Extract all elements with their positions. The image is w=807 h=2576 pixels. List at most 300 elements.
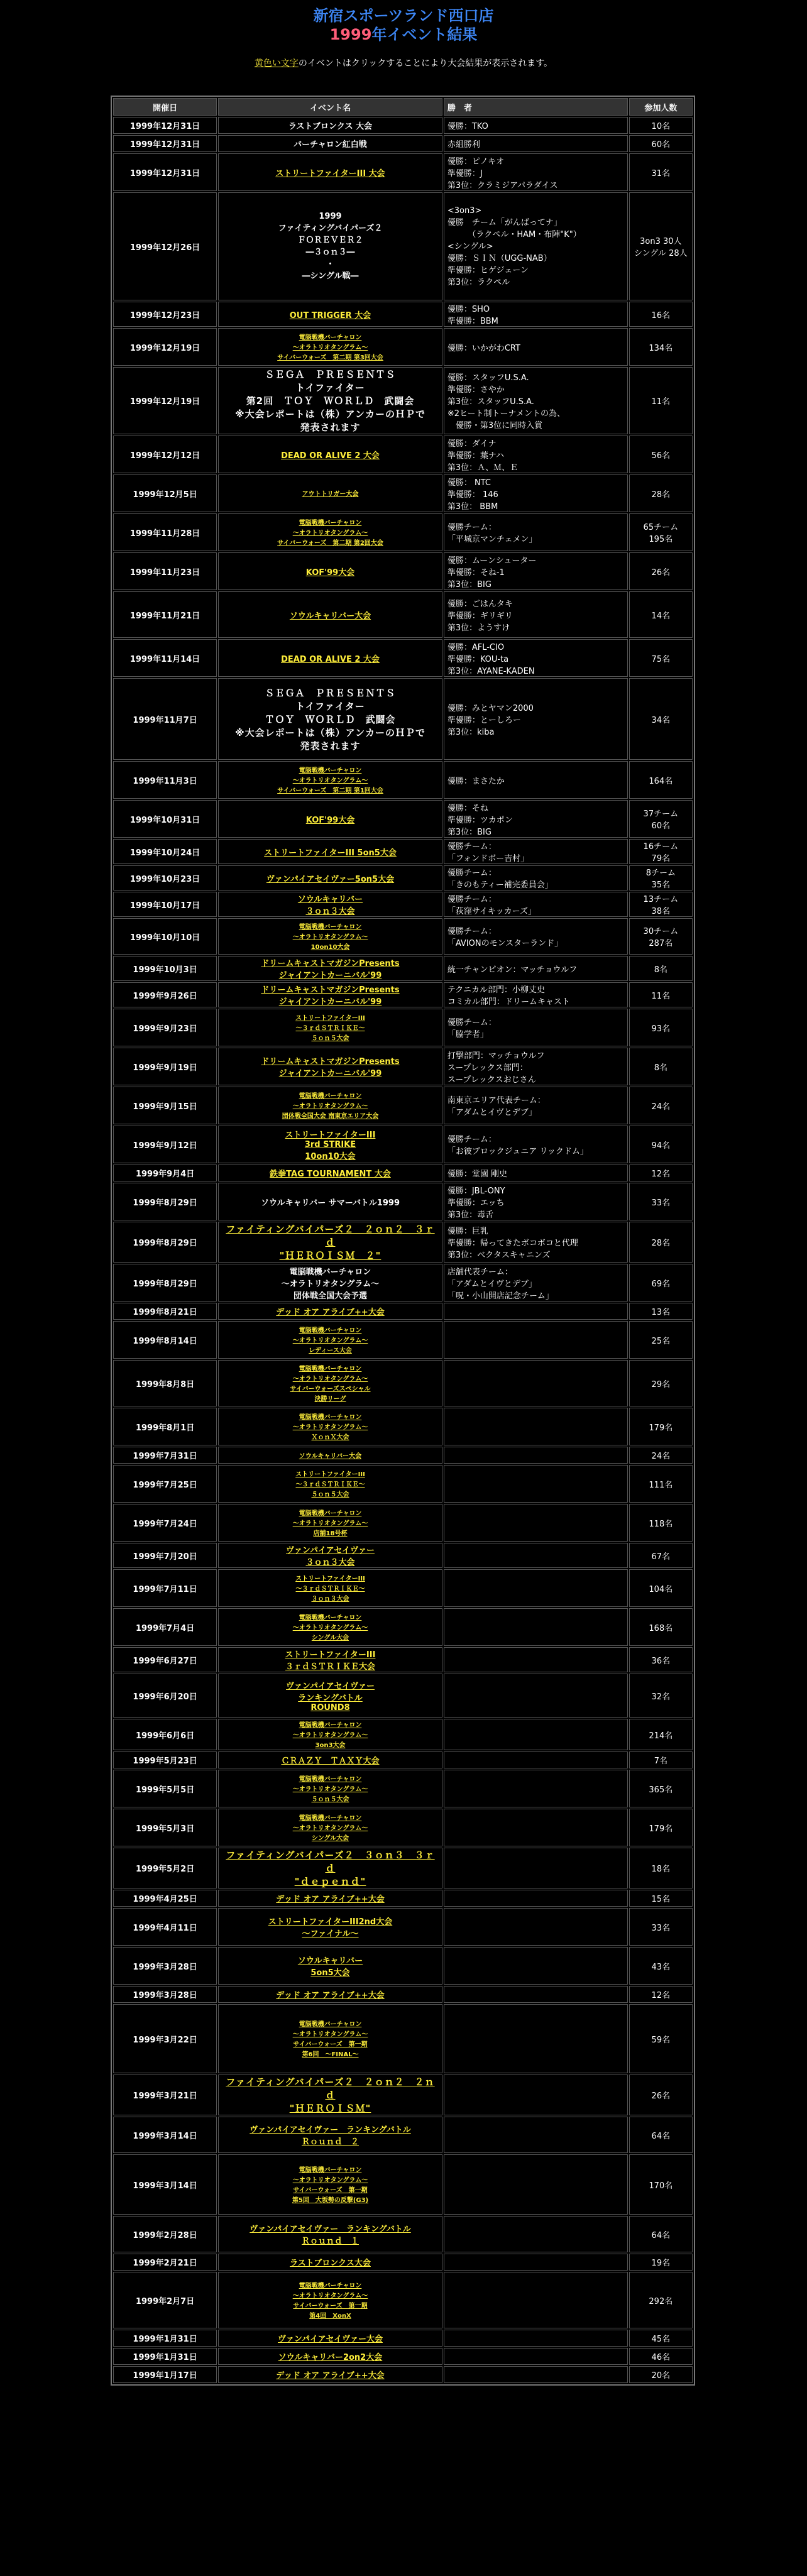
table-row <box>113 1809 693 1846</box>
event-name-cell[interactable] <box>218 1321 442 1359</box>
table-row <box>113 2348 693 2365</box>
table-row <box>113 1048 693 1085</box>
event-link[interactable]: ドリームキャストマガジンPresents ジャイアントカーニバル'99 <box>261 959 400 980</box>
event-date: 1999年11月28日 <box>113 513 217 551</box>
table-row <box>113 117 693 134</box>
event-link[interactable]: 電脳戦機バーチャロン ～オラトリオタングラム～ サイバーウォーズ 第一期 第6回 ～FINAL～ <box>292 2021 368 2058</box>
event-link[interactable]: 電脳戦機バーチャロン ～オラトリオタングラム～ 3on3大会 <box>292 1722 368 1749</box>
event-result: 店舗代表チーム： 「アダムとイヴとデブ」 「呪・小山開店記念チーム」 <box>444 1264 628 1302</box>
participant-count: 43名 <box>629 1947 693 1985</box>
event-name-cell <box>218 367 442 434</box>
table-row <box>113 1947 693 1985</box>
participant-count: 168名 <box>629 1608 693 1646</box>
table-row <box>113 2216 693 2252</box>
event-date: 1999年4月11日 <box>113 1908 217 1946</box>
event-name-cell <box>218 135 442 152</box>
event-date: 1999年6月20日 <box>113 1674 217 1718</box>
participant-count: 134名 <box>629 328 693 366</box>
event-name-cell[interactable] <box>218 1947 442 1985</box>
participant-count: 26名 <box>629 552 693 590</box>
event-result: 優勝：まさたか <box>444 761 628 799</box>
event-link[interactable]: ソウルキャリバー大会 <box>289 611 371 621</box>
event-result: 優勝：AFL-CIO 準優勝：KOU-ta 第3位：AYANE-KADEN <box>444 639 628 677</box>
table-row <box>113 2330 693 2347</box>
event-result <box>444 2330 628 2347</box>
event-name-cell[interactable] <box>218 1222 442 1263</box>
event-link[interactable]: 鉄拳TAG TOURNAMENT 大会 <box>270 1170 391 1179</box>
table-row <box>113 367 693 434</box>
participant-count: 45名 <box>629 2330 693 2347</box>
event-result: 優勝：スタッフU.S.A. 準優勝：さやか 第3位：スタッフU.S.A. ※2ヒート制トーナメントの為、 優勝・第3位に同時入賞 <box>444 367 628 434</box>
participant-count: 69名 <box>629 1264 693 1302</box>
event-result <box>444 2075 628 2115</box>
participant-count: 118名 <box>629 1504 693 1542</box>
event-result <box>444 1674 628 1718</box>
event-name-cell[interactable] <box>218 1408 442 1445</box>
table-row <box>113 865 693 891</box>
table-row <box>113 1321 693 1359</box>
event-date: 1999年7月20日 <box>113 1543 217 1568</box>
participant-count: 111名 <box>629 1465 693 1503</box>
event-result <box>444 2254 628 2271</box>
table-body <box>113 117 693 2383</box>
table-row <box>113 800 693 838</box>
event-name-cell[interactable] <box>218 839 442 864</box>
event-name-cell[interactable] <box>218 2366 442 2383</box>
participant-count: 8名 <box>629 1048 693 1085</box>
event-result: 優勝：TKO <box>444 117 628 134</box>
event-link[interactable]: ストリートファイターIII2nd大会 ～ファイナル～ <box>268 1917 393 1939</box>
table-row <box>113 1608 693 1646</box>
event-name-cell[interactable] <box>218 1447 442 1464</box>
participant-count: 25名 <box>629 1321 693 1359</box>
event-link[interactable]: 電脳戦機バーチャロン ～オラトリオタングラム～ サイバーウォーズ 第一期 第5回 大坂勢の反撃(G3) <box>292 2167 369 2204</box>
participant-count: 36名 <box>629 1647 693 1672</box>
table-row <box>113 639 693 677</box>
event-name-cell[interactable] <box>218 474 442 512</box>
event-link[interactable]: デッド オア アライブ++大会 <box>276 1991 385 2000</box>
event-date: 1999年3月28日 <box>113 1947 217 1985</box>
event-date: 1999年12月23日 <box>113 302 217 327</box>
event-result <box>444 1809 628 1846</box>
event-link[interactable]: ストリートファイターIII ～３ｒｄＳＴＲＩＫＥ～ ５ｏｎ５大会 <box>295 1471 365 1498</box>
event-link[interactable]: ヴァンパイアセイヴァー ランキングバトル Ｒｏｕｎｄ ２ <box>250 2125 411 2147</box>
event-date: 1999年1月31日 <box>113 2330 217 2347</box>
event-result: 優勝チーム： 「きのもティー補完委員会」 <box>444 865 628 891</box>
event-result: 打撃部門：マッチョウルフ スープレックス部門： スープレックスおじさん <box>444 1048 628 1085</box>
event-name: ＳＥＧＡ ＰＲＥＳＥＮＴＳ トイファイター 第2回 ＴＯＹ ＷＯＲＬＤ 武闘会 ※大会レポートは（株）アンカーのＨＰで 発表されます <box>234 369 425 433</box>
event-result <box>444 1447 628 1464</box>
event-link[interactable]: 電脳戦機バーチャロン ～オラトリオタングラム～ 店舗18号杯 <box>292 1510 368 1537</box>
participant-count: 12名 <box>629 1165 693 1181</box>
table-row <box>113 1848 693 1888</box>
event-link[interactable]: デッド オア アライブ++大会 <box>276 1308 385 1317</box>
column-header-winner: 勝 者 <box>444 98 628 116</box>
table-row <box>113 1986 693 2003</box>
event-name-cell[interactable] <box>218 1165 442 1181</box>
participant-count: 94名 <box>629 1126 693 1163</box>
event-link[interactable]: 電脳戦機バーチャロン ～オラトリオタングラム～ 団体戦全国大会 南東京エリア大会 <box>282 1093 379 1120</box>
event-result <box>444 1569 628 1607</box>
table-row <box>113 2154 693 2215</box>
table-row <box>113 2366 693 2383</box>
event-name-cell[interactable] <box>218 1719 442 1750</box>
event-date: 1999年12月5日 <box>113 474 217 512</box>
event-date: 1999年5月5日 <box>113 1770 217 1807</box>
event-name-cell[interactable] <box>218 1986 442 2003</box>
event-name-cell[interactable] <box>218 1048 442 1085</box>
participant-count: 30チーム 287名 <box>629 918 693 955</box>
event-name-cell[interactable] <box>218 2348 442 2365</box>
event-date: 1999年8月21日 <box>113 1303 217 1320</box>
event-link[interactable]: 電脳戦機バーチャロン ～オラトリオタングラム～ レディース大会 <box>292 1327 368 1354</box>
participant-count: 29名 <box>629 1360 693 1406</box>
event-date: 1999年12月19日 <box>113 328 217 366</box>
event-date: 1999年8月1日 <box>113 1408 217 1445</box>
event-name-cell[interactable] <box>218 302 442 327</box>
event-result: 南東京エリア代表チーム： 「アダムとイヴとデブ」 <box>444 1087 628 1124</box>
event-date: 1999年8月29日 <box>113 1183 217 1220</box>
table-row <box>113 153 693 191</box>
event-name-cell[interactable] <box>218 1543 442 1568</box>
event-link[interactable]: アウトトリガー大会 <box>302 491 359 498</box>
event-name-cell[interactable] <box>218 1504 442 1542</box>
table-row <box>113 982 693 1007</box>
table-row <box>113 1751 693 1768</box>
participant-count: 24名 <box>629 1447 693 1464</box>
page-title <box>0 25 807 44</box>
table-row <box>113 2117 693 2153</box>
event-link[interactable]: ドリームキャストマガジンPresents ジャイアントカーニバル'99 <box>261 985 400 1007</box>
event-name-cell[interactable] <box>218 2004 442 2073</box>
note-highlight: 黄色い文字 <box>254 58 299 69</box>
event-link[interactable]: ファイティングバイパーズ２ ２ｏｎ２ ２ｎｄ "ＨＥＲＯＩＳＭ" <box>226 2076 435 2114</box>
table-row <box>113 1504 693 1542</box>
event-name-cell[interactable] <box>218 1009 442 1046</box>
event-name: バーチャロン紅白戦 <box>294 140 367 150</box>
event-link[interactable]: ストリートファイターIII 大会 <box>275 168 385 178</box>
event-result: 優勝チーム： 「AVIONのモンスターランド」 <box>444 918 628 955</box>
table-row <box>113 678 693 760</box>
event-name-cell[interactable] <box>218 1465 442 1503</box>
event-link[interactable]: ヴァンパイアセイヴァー ３ｏｎ３大会 <box>286 1546 375 1567</box>
event-link[interactable]: デッド オア アライブ++大会 <box>276 1895 385 1904</box>
event-name-cell[interactable] <box>218 1809 442 1846</box>
event-result <box>444 2117 628 2153</box>
event-name-cell[interactable] <box>218 1674 442 1718</box>
page-header <box>0 0 807 69</box>
event-link[interactable]: DEAD OR ALIVE 2 大会 <box>281 451 380 461</box>
event-name-cell[interactable] <box>218 982 442 1007</box>
event-link[interactable]: ソウルキャリバー ３ｏｎ３大会 <box>297 895 363 916</box>
participant-count: 3on3 30人 シングル 28人 <box>629 192 693 300</box>
table-row <box>113 1360 693 1406</box>
event-date: 1999年12月31日 <box>113 135 217 152</box>
event-name-cell[interactable] <box>218 1303 442 1320</box>
event-link[interactable]: ストリートファイターIII 3rd STRIKE 10on10大会 <box>285 1130 376 1161</box>
store-title: 新宿スポーツランド西口店 <box>313 7 494 25</box>
event-date: 1999年5月23日 <box>113 1751 217 1768</box>
event-date: 1999年10月23日 <box>113 865 217 891</box>
event-result <box>444 1608 628 1646</box>
event-result: 赤組勝利 <box>444 135 628 152</box>
event-date: 1999年11月3日 <box>113 761 217 799</box>
event-link[interactable]: 電脳戦機バーチャロン ～オラトリオタングラム～ サイバーウォーズ 第二期 第3回大会 <box>277 334 383 361</box>
instruction-note <box>0 57 807 69</box>
participant-count: 20名 <box>629 2366 693 2383</box>
column-header-event: イベント名 <box>218 98 442 116</box>
event-link[interactable]: ストリートファイターIII ３ｒｄＳＴＲＩＫＥ大会 <box>285 1650 376 1672</box>
event-result: 優勝：みとヤマン2000 準優勝：とーしろー 第3位：kiba <box>444 678 628 760</box>
event-name-cell <box>218 117 442 134</box>
note-text: のイベントはクリックすることにより大会結果が表示されます。 <box>298 58 553 69</box>
event-result: 優勝：巨乳 準優勝：帰ってきたボコボコと代理 第3位：ベクタスキャニンズ <box>444 1222 628 1263</box>
event-date: 1999年8月8日 <box>113 1360 217 1406</box>
event-link[interactable]: ソウルキャリバー大会 <box>299 1452 362 1460</box>
table-row <box>113 328 693 366</box>
event-date: 1999年9月15日 <box>113 1087 217 1124</box>
event-link[interactable]: KOF'99大会 <box>305 815 355 825</box>
event-result <box>444 1303 628 1320</box>
event-name-cell[interactable] <box>218 1848 442 1888</box>
event-name-cell[interactable] <box>218 513 442 551</box>
table-row <box>113 513 693 551</box>
event-name-cell[interactable] <box>218 2330 442 2347</box>
participant-count: 46名 <box>629 2348 693 2365</box>
table-row <box>113 436 693 473</box>
event-date: 1999年1月31日 <box>113 2348 217 2365</box>
event-name-cell[interactable] <box>218 1087 442 1124</box>
event-link[interactable]: 電脳戦機バーチャロン ～オラトリオタングラム～ シングル大会 <box>292 1815 368 1842</box>
participant-count: 33名 <box>629 1183 693 1220</box>
participant-count: 11名 <box>629 982 693 1007</box>
table-row <box>113 1183 693 1220</box>
table-row <box>113 1165 693 1181</box>
event-result: 優勝チーム： 「お彼ブロックジュニア リックドム」 <box>444 1126 628 1163</box>
event-name-cell[interactable] <box>218 2154 442 2215</box>
event-result <box>444 1465 628 1503</box>
event-result: 優勝：いかがわCRT <box>444 328 628 366</box>
column-header-participants: 参加人数 <box>629 98 693 116</box>
participant-count: 8チーム 35名 <box>629 865 693 891</box>
event-name-cell[interactable] <box>218 328 442 366</box>
event-date: 1999年5月2日 <box>113 1848 217 1888</box>
event-date: 1999年7月24日 <box>113 1504 217 1542</box>
participant-count: 12名 <box>629 1986 693 2003</box>
table-row <box>113 839 693 864</box>
event-date: 1999年7月31日 <box>113 1447 217 1464</box>
event-name-cell[interactable] <box>218 1126 442 1163</box>
event-link[interactable]: ストリートファイターIII ～３ｒｄＳＴＲＩＫＥ～ ５ｏｎ５大会 <box>295 1015 365 1042</box>
event-link[interactable]: ソウルキャリバー 5on5大会 <box>297 1956 363 1978</box>
table-row <box>113 1087 693 1124</box>
event-date: 1999年7月11日 <box>113 1569 217 1607</box>
event-result <box>444 1986 628 2003</box>
event-result <box>444 1908 628 1946</box>
event-link[interactable]: 電脳戦機バーチャロン ～オラトリオタングラム～ シングル大会 <box>292 1614 368 1642</box>
table-row <box>113 302 693 327</box>
participant-count: 60名 <box>629 135 693 152</box>
event-date: 1999年10月3日 <box>113 956 217 981</box>
event-result <box>444 1543 628 1568</box>
participant-count: 19名 <box>629 2254 693 2271</box>
event-link[interactable]: OUT TRIGGER 大会 <box>289 310 371 321</box>
event-link[interactable]: 電脳戦機バーチャロン ～オラトリオタングラム～ サイバーウォーズ 第一期 第4回 XonX <box>292 2283 368 2320</box>
event-name: 1999 ファイティングバイパーズ２ ＦＯＲＥＶＥＲ２ ―３ｏｎ３― ・ ―シングル戦― <box>278 212 383 281</box>
participant-count: 26名 <box>629 2075 693 2115</box>
event-result: 優勝：ごはんタキ 準優勝：ギリギリ 第3位：ようすけ <box>444 591 628 638</box>
event-name-cell[interactable] <box>218 591 442 638</box>
event-date: 1999年8月29日 <box>113 1222 217 1263</box>
event-name-cell[interactable] <box>218 1770 442 1807</box>
event-date: 1999年12月26日 <box>113 192 217 300</box>
event-name-cell[interactable] <box>218 2272 442 2328</box>
event-name-cell[interactable] <box>218 800 442 838</box>
event-link[interactable]: ファイティングバイパーズ２ ２ｏｎ２ ３ｒｄ "ＨＥＲＯＩＳＭ ２" <box>226 1224 435 1261</box>
event-result <box>444 1360 628 1406</box>
event-link[interactable]: 電脳戦機バーチャロン ～オラトリオタングラム～ ＸｏｎＸ大会 <box>292 1414 368 1441</box>
event-name-cell[interactable] <box>218 1890 442 1907</box>
participant-count: 7名 <box>629 1751 693 1768</box>
event-name: ソウルキャリバー サマーバトル1999 <box>260 1198 400 1208</box>
event-date: 1999年12月12日 <box>113 436 217 473</box>
event-link[interactable]: DEAD OR ALIVE 2 大会 <box>281 654 380 664</box>
event-result <box>444 2366 628 2383</box>
event-name: ＳＥＧＡ ＰＲＥＳＥＮＴＳ トイファイター ＴＯＹ ＷＯＲＬＤ 武闘会 ※大会レポートは（株）アンカーのＨＰで 発表されます <box>234 687 425 752</box>
event-date: 1999年12月31日 <box>113 117 217 134</box>
event-link[interactable]: ラストブロンクス大会 <box>290 2259 371 2268</box>
event-link[interactable]: ドリームキャストマガジンPresents ジャイアントカーニバル'99 <box>261 1057 400 1078</box>
event-date: 1999年11月23日 <box>113 552 217 590</box>
participant-count: 214名 <box>629 1719 693 1750</box>
table-row <box>113 1009 693 1046</box>
event-result: 優勝：JBL-ONY 準優勝：エッち 第3位：毒舌 <box>444 1183 628 1220</box>
participant-count: 170名 <box>629 2154 693 2215</box>
event-date: 1999年9月23日 <box>113 1009 217 1046</box>
event-name-cell[interactable] <box>218 1360 442 1406</box>
participant-count: 13名 <box>629 1303 693 1320</box>
event-link[interactable]: 電脳戦機バーチャロン ～オラトリオタングラム～ 10on10大会 <box>292 924 368 951</box>
participant-count: 59名 <box>629 2004 693 2073</box>
table-row <box>113 1890 693 1907</box>
event-link[interactable]: KOF'99大会 <box>305 567 355 578</box>
event-date: 1999年11月21日 <box>113 591 217 638</box>
participant-count: 10名 <box>629 117 693 134</box>
event-link[interactable]: ヴァンパイアセイヴァー5on5大会 <box>266 874 395 884</box>
event-date: 1999年10月10日 <box>113 918 217 955</box>
table-row <box>113 591 693 638</box>
table-row <box>113 1543 693 1568</box>
event-name-cell[interactable] <box>218 2075 442 2115</box>
event-link[interactable]: 電脳戦機バーチャロン ～オラトリオタングラム～ サイバーウォーズ 第二期 第2回大会 <box>277 520 383 547</box>
table-row <box>113 1126 693 1163</box>
table-row <box>113 1447 693 1464</box>
event-result: 優勝：堂園 剛史 <box>444 1165 628 1181</box>
event-name-cell[interactable] <box>218 639 442 677</box>
table-row <box>113 2004 693 2073</box>
table-row <box>113 1770 693 1807</box>
participant-count: 15名 <box>629 1890 693 1907</box>
event-name-cell[interactable] <box>218 1569 442 1607</box>
event-link[interactable]: ＣＲＡＺＹ ＴＡＸＹ大会 <box>281 1757 380 1766</box>
event-name-cell[interactable] <box>218 1647 442 1672</box>
event-result: 優勝：ダイナ 準優勝：葉ナハ 第3位：Ａ、Ｍ、Ｅ <box>444 436 628 473</box>
event-link[interactable]: ファイティングバイパーズ２ ３ｏｎ３ ３ｒｄ "ｄｅｐｅｎｄ" <box>226 1850 435 1887</box>
table-header-row <box>113 98 693 116</box>
event-link[interactable]: 電脳戦機バーチャロン ～オラトリオタングラム～ サイバーウォーズ 第二期 第1回大会 <box>277 767 383 794</box>
event-name-cell[interactable] <box>218 153 442 191</box>
event-link[interactable]: ヴァンパイアセイヴァー ランキングバトル ROUND8 <box>286 1681 375 1713</box>
event-date: 1999年3月28日 <box>113 1986 217 2003</box>
event-name: 電脳戦機バーチャロン ～オラトリオタングラム～ 団体戦全国大会予選 <box>281 1267 380 1301</box>
event-result: テクニカル部門：小柳丈史 コミカル部門：ドリームキャスト <box>444 982 628 1007</box>
participant-count: 56名 <box>629 436 693 473</box>
participant-count: 24名 <box>629 1087 693 1124</box>
table-row <box>113 1647 693 1672</box>
event-date: 1999年9月19日 <box>113 1048 217 1085</box>
event-date: 1999年9月12日 <box>113 1126 217 1163</box>
table-row <box>113 1303 693 1320</box>
participant-count: 64名 <box>629 2216 693 2252</box>
event-link[interactable]: ヴァンパイアセイヴァー ランキングバトル Ｒｏｕｎｄ １ <box>250 2225 411 2246</box>
table-row <box>113 892 693 917</box>
participant-count: 33名 <box>629 1908 693 1946</box>
event-name-cell[interactable] <box>218 2117 442 2153</box>
event-date: 1999年12月19日 <box>113 367 217 434</box>
participant-count: 179名 <box>629 1408 693 1445</box>
participant-count: 365名 <box>629 1770 693 1807</box>
participant-count: 34名 <box>629 678 693 760</box>
event-date: 1999年2月21日 <box>113 2254 217 2271</box>
table-row <box>113 1465 693 1503</box>
event-date: 1999年3月22日 <box>113 2004 217 2073</box>
participant-count: 65チーム 195名 <box>629 513 693 551</box>
event-name-cell[interactable] <box>218 1908 442 1946</box>
event-date: 1999年9月4日 <box>113 1165 217 1181</box>
event-name-cell[interactable] <box>218 2254 442 2271</box>
event-name-cell[interactable] <box>218 761 442 799</box>
event-name-cell[interactable] <box>218 918 442 955</box>
event-name-cell[interactable] <box>218 436 442 473</box>
event-name-cell[interactable] <box>218 1608 442 1646</box>
participant-count: 28名 <box>629 474 693 512</box>
event-link[interactable]: ストリートファイターIII ～３ｒｄＳＴＲＩＫＥ～ ３ｏｎ３大会 <box>295 1576 365 1603</box>
event-name-cell <box>218 1183 442 1220</box>
participant-count: 11名 <box>629 367 693 434</box>
event-table <box>111 96 695 2386</box>
event-name-cell[interactable] <box>218 956 442 981</box>
event-result <box>444 2348 628 2365</box>
event-result <box>444 1647 628 1672</box>
event-link[interactable]: ヴァンパイアセイヴァー大会 <box>278 2335 383 2344</box>
event-link[interactable]: ストリートファイターIII 5on5大会 <box>264 848 397 858</box>
event-name-cell[interactable] <box>218 865 442 891</box>
event-link[interactable]: 電脳戦機バーチャロン ～オラトリオタングラム～ ５ｏｎ５大会 <box>292 1776 368 1803</box>
event-link[interactable]: デッド オア アライブ++大会 <box>276 2371 385 2381</box>
participant-count: 16チーム 79名 <box>629 839 693 864</box>
event-date: 1999年5月3日 <box>113 1809 217 1846</box>
event-name-cell[interactable] <box>218 1751 442 1768</box>
participant-count: 179名 <box>629 1809 693 1846</box>
event-link[interactable]: 電脳戦機バーチャロン ～オラトリオタングラム～ サイバーウォーズスペシャル 決勝リーグ <box>290 1366 371 1403</box>
event-name-cell[interactable] <box>218 2216 442 2252</box>
event-result <box>444 2272 628 2328</box>
event-link[interactable]: ソウルキャリバー2on2大会 <box>278 2353 383 2362</box>
event-name-cell[interactable] <box>218 552 442 590</box>
event-name-cell[interactable] <box>218 892 442 917</box>
event-result <box>444 1947 628 1985</box>
event-date: 1999年11月7日 <box>113 678 217 760</box>
